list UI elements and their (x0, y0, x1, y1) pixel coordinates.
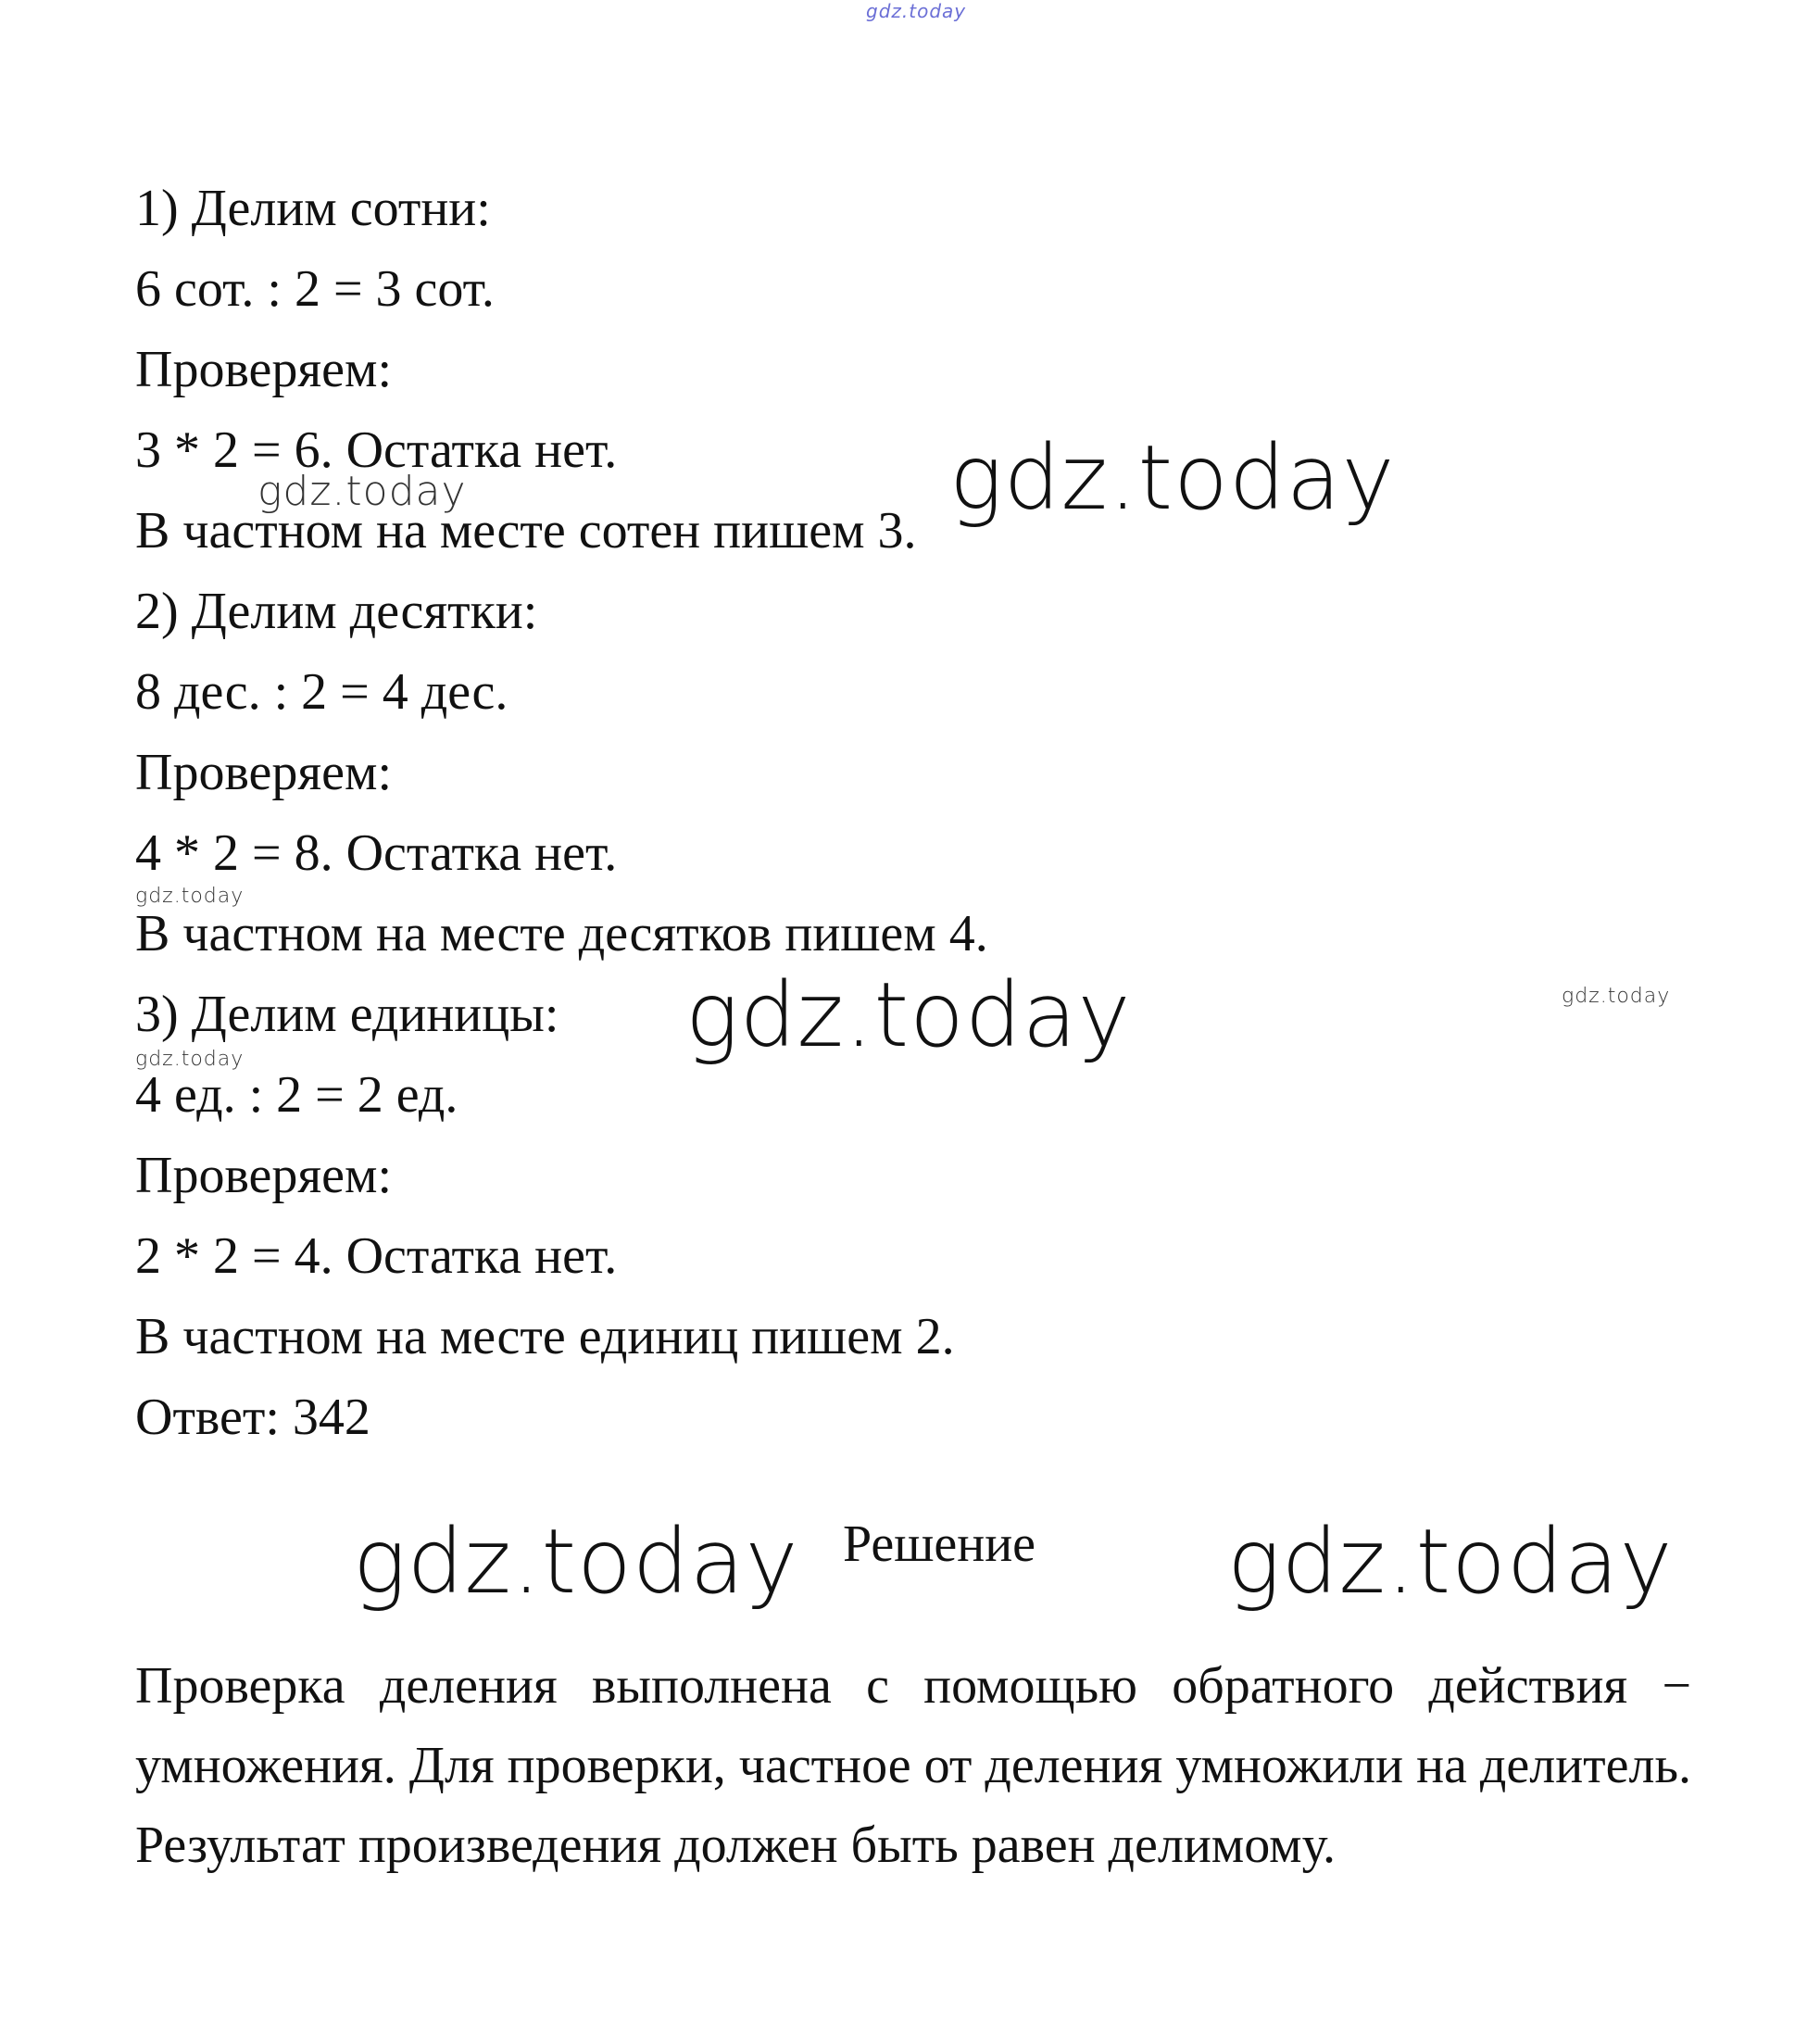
watermark-big-2: gdz.today (685, 963, 1132, 1067)
step-line-8: Проверяем: (135, 744, 393, 801)
watermark-small-2: gdz.today (135, 1048, 245, 1071)
step-line-1: 1) Делим сотни: (135, 180, 491, 237)
step-line-14: 2 * 2 = 4. Остатка нет. (135, 1227, 618, 1285)
step-line-12: 4 ед. : 2 = 2 ед. (135, 1066, 458, 1124)
watermark-top: gdz.today (866, 0, 967, 22)
step-line-2: 6 сот. : 2 = 3 сот. (135, 260, 495, 318)
step-line-7: 8 дес. : 2 = 4 дес. (135, 663, 508, 721)
step-line-15: В частном на месте единиц пишем 2. (135, 1308, 955, 1365)
solution-heading: Решение (843, 1515, 1036, 1573)
solution-explanation: Проверка деления выполнена с помощью обратного действия − умножения. Для проверки, частное от деления умножили на делитель. Результат произведения должен быть равен делимому. (135, 1657, 1691, 1874)
watermark-big-1: gdz.today (949, 426, 1396, 530)
answer-line: Ответ: 342 (135, 1389, 370, 1446)
watermark-big-4: gdz.today (1227, 1510, 1674, 1614)
watermark-big-3: gdz.today (353, 1510, 799, 1614)
step-line-13: Проверяем: (135, 1147, 393, 1204)
step-line-9: 4 * 2 = 8. Остатка нет. (135, 824, 618, 882)
watermark-small-right: gdz.today (1562, 985, 1671, 1008)
step-line-5: В частном на месте сотен пишем 3. (135, 502, 917, 560)
step-line-6: 2) Делим десятки: (135, 583, 538, 640)
watermark-mid-1: gdz.today (257, 468, 467, 515)
step-line-10: В частном на месте десятков пишем 4. (135, 905, 988, 962)
step-line-11: 3) Делим единицы: (135, 986, 559, 1043)
step-line-3: Проверяем: (135, 341, 393, 398)
step-line-4: 3 * 2 = 6. Остатка нет. (135, 421, 618, 479)
watermark-small-1: gdz.today (135, 885, 245, 908)
